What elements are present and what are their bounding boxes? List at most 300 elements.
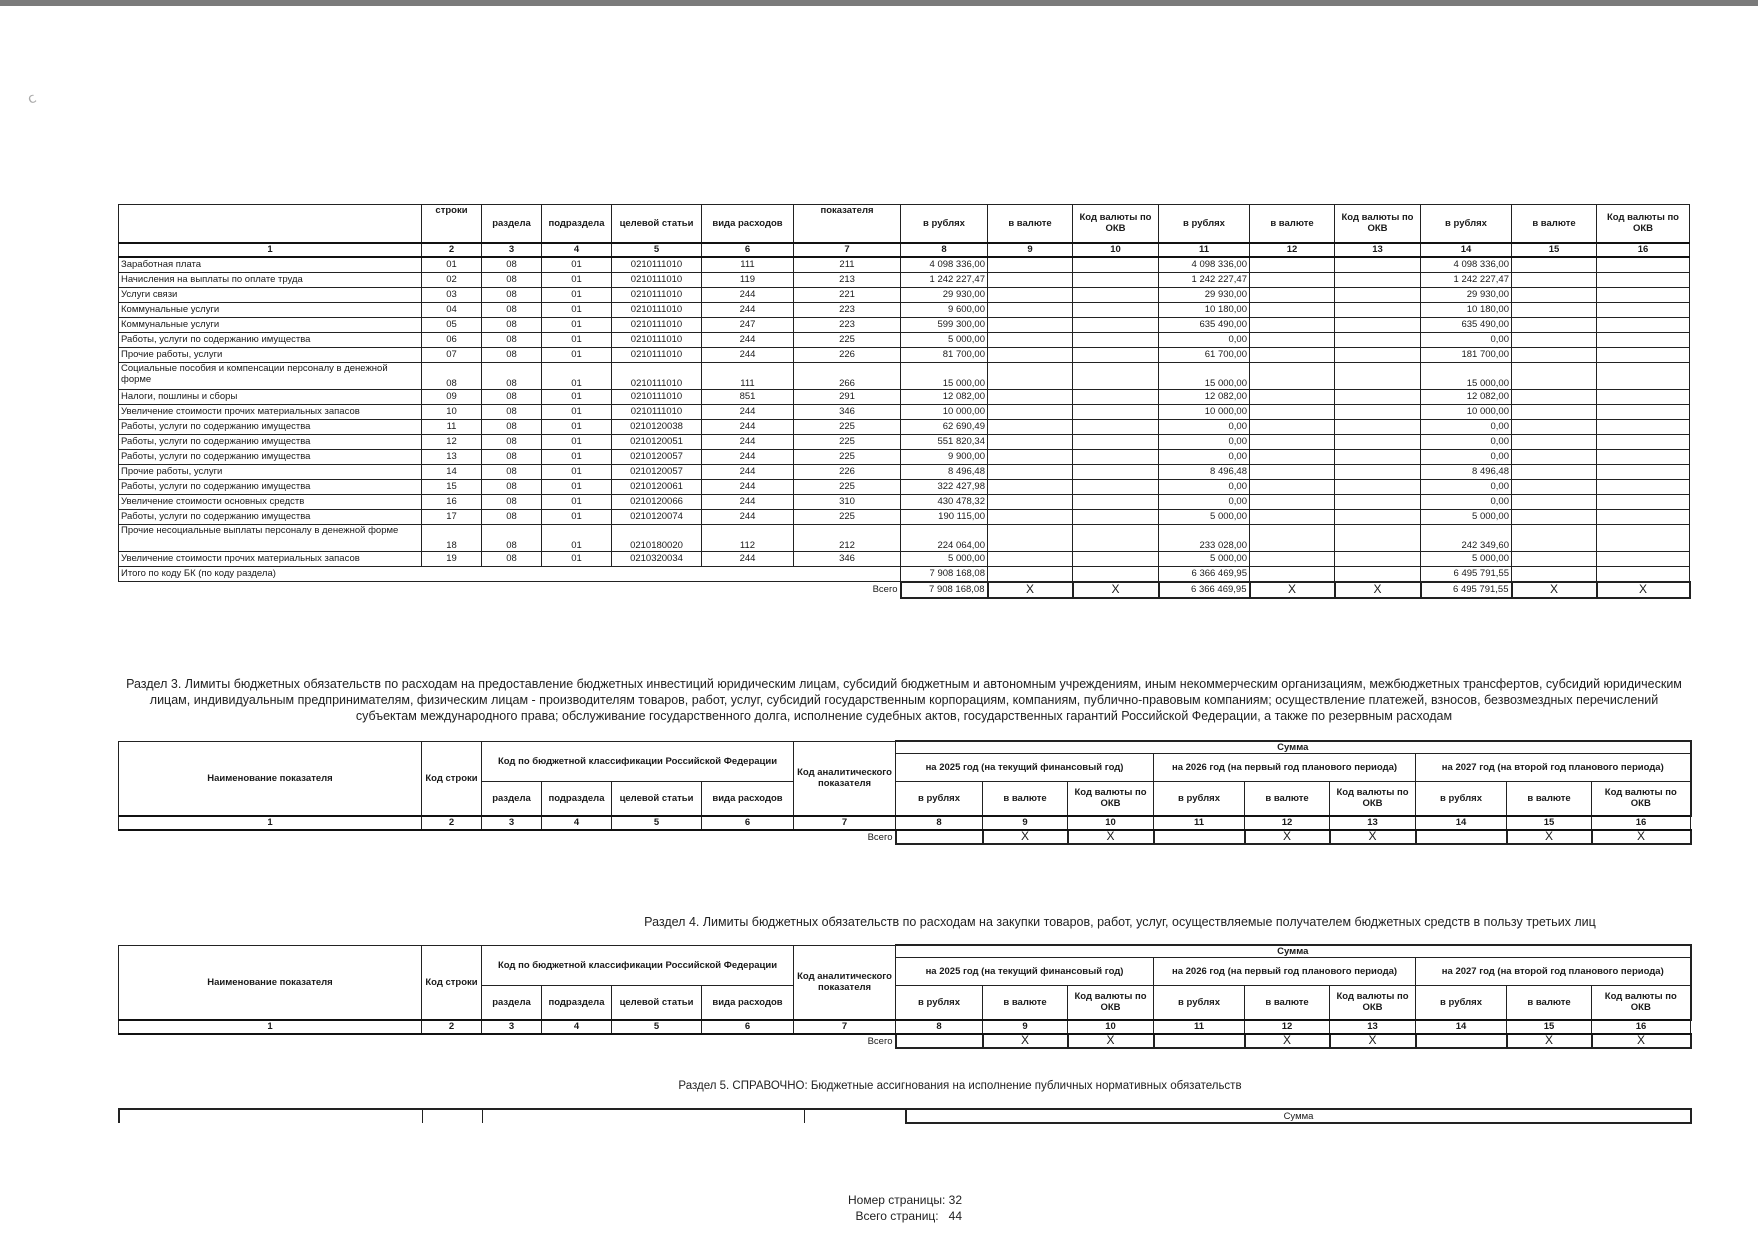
row-code: 16 — [422, 494, 482, 509]
empty-cell — [1073, 419, 1159, 434]
total-pages-label: Всего страниц: — [855, 1209, 939, 1223]
col-num: 12 — [1250, 243, 1335, 257]
row-razdel: 08 — [482, 389, 542, 404]
row-sum-2027: 0,00 — [1421, 332, 1512, 347]
empty-cell — [1250, 524, 1335, 551]
row-podrazdel: 01 — [542, 347, 612, 362]
empty-cell — [1073, 287, 1159, 302]
row-name: Прочие несоциальные выплаты персоналу в денежной форме — [119, 524, 422, 551]
empty-cell — [1073, 524, 1159, 551]
code-header: Код строки — [422, 945, 482, 1020]
empty-cell — [1250, 332, 1335, 347]
col-num: 1 — [119, 1020, 422, 1034]
total-x: X — [1592, 1034, 1691, 1048]
row-code: 13 — [422, 449, 482, 464]
empty-cell — [1335, 494, 1421, 509]
row-razdel: 08 — [482, 479, 542, 494]
total-x: X — [988, 582, 1073, 598]
col-num: 15 — [1507, 816, 1592, 830]
col-num: 3 — [482, 1020, 542, 1034]
bk-header: Код по бюджетной классификации Российской Федерации — [482, 741, 794, 782]
empty-cell — [1335, 287, 1421, 302]
row-code: 19 — [422, 551, 482, 566]
row-podrazdel: 01 — [542, 434, 612, 449]
empty-cell — [1597, 419, 1690, 434]
row-podrazdel: 01 — [542, 287, 612, 302]
empty-cell — [482, 1109, 804, 1123]
empty-cell — [1250, 317, 1335, 332]
empty-cell — [1250, 449, 1335, 464]
row-sum-2027: 5 000,00 — [1421, 551, 1512, 566]
empty-cell — [988, 257, 1073, 273]
row-sum-2026: 5 000,00 — [1159, 551, 1250, 566]
col-num: 14 — [1416, 816, 1507, 830]
row-podrazdel: 01 — [542, 551, 612, 566]
col-num: 10 — [1068, 816, 1154, 830]
empty-cell — [988, 524, 1073, 551]
row-podrazdel: 01 — [542, 464, 612, 479]
empty-cell — [1512, 362, 1597, 389]
row-target: 0210120038 — [612, 419, 702, 434]
table-row — [119, 509, 1690, 524]
section4-table-container — [118, 944, 1690, 1049]
row-podrazdel: 01 — [542, 317, 612, 332]
empty-cell — [1250, 272, 1335, 287]
table-row — [119, 524, 1690, 551]
empty-cell — [1597, 404, 1690, 419]
row-sum-2025: 12 082,00 — [901, 389, 988, 404]
row-sum-2026: 0,00 — [1159, 449, 1250, 464]
empty-cell — [1597, 566, 1690, 582]
total-pages: 44 — [948, 1209, 962, 1223]
total-x: X — [1592, 830, 1691, 844]
empty-cell — [1597, 551, 1690, 566]
total-2026 — [1154, 1034, 1245, 1048]
empty-cell — [988, 332, 1073, 347]
empty-cell — [988, 272, 1073, 287]
col-num: 5 — [612, 1020, 702, 1034]
row-expense: 247 — [702, 317, 794, 332]
podrazdel-header: подраздела — [542, 986, 612, 1020]
empty-cell — [988, 464, 1073, 479]
row-name: Увеличение стоимости прочих материальных запасов — [119, 551, 422, 566]
empty-cell — [1512, 479, 1597, 494]
empty-cell — [988, 317, 1073, 332]
section4-table — [118, 944, 1692, 1049]
empty-cell — [1512, 509, 1597, 524]
name-header: Наименование показателя — [119, 741, 422, 816]
razdel-header: раздела — [482, 986, 542, 1020]
empty-cell — [1597, 464, 1690, 479]
empty-cell — [988, 287, 1073, 302]
empty-cell — [1250, 434, 1335, 449]
rub-header: в рублях — [1416, 782, 1507, 816]
sum-header: Сумма — [896, 945, 1691, 958]
empty-cell — [1335, 332, 1421, 347]
empty-cell — [1512, 272, 1597, 287]
row-target: 0210111010 — [612, 362, 702, 389]
year-2027-header: на 2027 год (на второй год планового периода) — [1416, 754, 1691, 782]
header-target: целевой статьи — [612, 205, 702, 243]
col-num: 6 — [702, 243, 794, 257]
row-code: 03 — [422, 287, 482, 302]
code-header: Код строки — [422, 741, 482, 816]
total-x: X — [983, 1034, 1068, 1048]
bk-header: Код по бюджетной классификации Российской Федерации — [482, 945, 794, 986]
row-podrazdel: 01 — [542, 524, 612, 551]
row-sum-2027: 0,00 — [1421, 479, 1512, 494]
row-name: Коммунальные услуги — [119, 317, 422, 332]
empty-cell — [1512, 287, 1597, 302]
total-2025 — [896, 1034, 983, 1048]
page-number-block — [822, 1192, 962, 1224]
row-expense: 244 — [702, 509, 794, 524]
row-expense: 111 — [702, 257, 794, 273]
row-expense: 244 — [702, 551, 794, 566]
row-razdel: 08 — [482, 287, 542, 302]
empty-cell — [1335, 419, 1421, 434]
col-num: 7 — [794, 816, 896, 830]
row-podrazdel: 01 — [542, 509, 612, 524]
rub-header: в рублях — [1416, 986, 1507, 1020]
empty-cell — [1250, 302, 1335, 317]
empty-cell — [1512, 524, 1597, 551]
row-expense: 119 — [702, 272, 794, 287]
empty-cell — [988, 434, 1073, 449]
row-target: 0210111010 — [612, 302, 702, 317]
row-indicator: 310 — [794, 494, 901, 509]
section3-table-container — [118, 740, 1690, 845]
row-name: Работы, услуги по содержанию имущества — [119, 332, 422, 347]
empty-cell — [1512, 317, 1597, 332]
row-sum-2027: 0,00 — [1421, 434, 1512, 449]
row-code: 10 — [422, 404, 482, 419]
table-row — [119, 317, 1690, 332]
row-indicator: 346 — [794, 551, 901, 566]
row-razdel: 08 — [482, 509, 542, 524]
empty-cell — [1335, 362, 1421, 389]
empty-cell — [1335, 272, 1421, 287]
row-expense: 244 — [702, 404, 794, 419]
empty-cell — [1512, 302, 1597, 317]
empty-cell — [804, 1109, 906, 1123]
col-num: 6 — [702, 1020, 794, 1034]
col-num: 10 — [1068, 1020, 1154, 1034]
table-row — [119, 347, 1690, 362]
header-expense: вида расходов — [702, 205, 794, 243]
section3-table — [118, 740, 1692, 845]
sum-header: Сумма — [896, 741, 1691, 754]
row-expense: 244 — [702, 479, 794, 494]
empty-cell — [1250, 494, 1335, 509]
col-num: 6 — [702, 816, 794, 830]
row-sum-2026: 0,00 — [1159, 434, 1250, 449]
row-razdel: 08 — [482, 464, 542, 479]
row-sum-2026: 61 700,00 — [1159, 347, 1250, 362]
row-target: 0210111010 — [612, 287, 702, 302]
total-2025 — [896, 830, 983, 844]
row-indicator: 225 — [794, 332, 901, 347]
total-x: X — [1512, 582, 1597, 598]
empty-cell — [1512, 404, 1597, 419]
table-row — [119, 449, 1690, 464]
row-target: 0210120061 — [612, 479, 702, 494]
row-indicator: 266 — [794, 362, 901, 389]
col-num: 16 — [1597, 243, 1690, 257]
col-num: 7 — [794, 243, 901, 257]
row-sum-2026: 8 496,48 — [1159, 464, 1250, 479]
row-expense: 244 — [702, 347, 794, 362]
col-num: 8 — [896, 1020, 983, 1034]
analytic-header: Код аналитического показателя — [794, 945, 896, 1020]
empty-cell — [1073, 479, 1159, 494]
empty-cell — [988, 362, 1073, 389]
empty-cell — [1250, 257, 1335, 273]
cur-header: в валюте — [983, 986, 1068, 1020]
table-row — [119, 404, 1690, 419]
row-expense: 112 — [702, 524, 794, 551]
row-expense: 244 — [702, 419, 794, 434]
total-2027: 6 495 791,55 — [1421, 582, 1512, 598]
row-podrazdel: 01 — [542, 332, 612, 347]
row-podrazdel: 01 — [542, 362, 612, 389]
column-number-row — [119, 243, 1690, 257]
empty-cell — [1250, 389, 1335, 404]
total-x: X — [1335, 582, 1421, 598]
total-2025: 7 908 168,08 — [901, 582, 988, 598]
row-code: 15 — [422, 479, 482, 494]
empty-cell — [1335, 551, 1421, 566]
col-num: 5 — [612, 816, 702, 830]
col-num: 2 — [422, 243, 482, 257]
row-target: 0210320034 — [612, 551, 702, 566]
col-num: 8 — [901, 243, 988, 257]
row-sum-2026: 5 000,00 — [1159, 509, 1250, 524]
empty-cell — [988, 347, 1073, 362]
row-name: Заработная плата — [119, 257, 422, 273]
row-name: Услуги связи — [119, 287, 422, 302]
table-row — [119, 464, 1690, 479]
row-sum-2026: 0,00 — [1159, 479, 1250, 494]
empty-cell — [1335, 464, 1421, 479]
row-sum-2027: 181 700,00 — [1421, 347, 1512, 362]
year-2027-header: на 2027 год (на второй год планового периода) — [1416, 958, 1691, 986]
okv-header: Код валюты по ОКВ — [1330, 986, 1416, 1020]
row-target: 0210111010 — [612, 389, 702, 404]
empty-cell — [988, 449, 1073, 464]
section5-table-container — [118, 1108, 1690, 1124]
row-sum-2026: 233 028,00 — [1159, 524, 1250, 551]
total-x: X — [1330, 830, 1416, 844]
empty-cell — [1073, 257, 1159, 273]
empty-cell — [1597, 272, 1690, 287]
empty-cell — [1335, 257, 1421, 273]
col-num: 16 — [1592, 1020, 1691, 1034]
row-expense: 244 — [702, 464, 794, 479]
empty-cell — [1073, 566, 1159, 582]
row-sum-2025: 430 478,32 — [901, 494, 988, 509]
row-indicator: 226 — [794, 464, 901, 479]
empty-cell — [988, 404, 1073, 419]
col-num: 15 — [1507, 1020, 1592, 1034]
col-num: 11 — [1154, 816, 1245, 830]
empty-cell — [1073, 347, 1159, 362]
col-num: 8 — [896, 816, 983, 830]
empty-cell — [1073, 362, 1159, 389]
row-expense: 244 — [702, 449, 794, 464]
section5-title: Раздел 5. СПРАВОЧНО: Бюджетные ассигнования на исполнение публичных нормативных обязательств — [678, 1080, 1242, 1092]
row-indicator: 225 — [794, 434, 901, 449]
row-razdel: 08 — [482, 347, 542, 362]
row-name: Социальные пособия и компенсации персоналу в денежной форме — [119, 362, 422, 389]
table-row — [119, 494, 1690, 509]
row-expense: 111 — [702, 362, 794, 389]
row-podrazdel: 01 — [542, 494, 612, 509]
table-row — [119, 479, 1690, 494]
row-razdel: 08 — [482, 434, 542, 449]
header-cur-2025: в валюте — [988, 205, 1073, 243]
col-num: 5 — [612, 243, 702, 257]
empty-cell — [988, 566, 1073, 582]
page-number-label: Номер страницы: — [848, 1193, 946, 1207]
row-indicator: 225 — [794, 419, 901, 434]
year-2025-header: на 2025 год (на текущий финансовый год) — [896, 958, 1154, 986]
row-sum-2027: 10 180,00 — [1421, 302, 1512, 317]
empty-cell — [1073, 272, 1159, 287]
empty-cell — [1073, 404, 1159, 419]
table-row — [119, 272, 1690, 287]
subtotal-row — [119, 566, 1690, 582]
row-sum-2026: 10 000,00 — [1159, 404, 1250, 419]
section2-table-container — [118, 204, 1690, 599]
row-target: 0210111010 — [612, 317, 702, 332]
col-num: 15 — [1512, 243, 1597, 257]
empty-cell — [988, 479, 1073, 494]
okv-header: Код валюты по ОКВ — [1068, 782, 1154, 816]
table-row — [119, 419, 1690, 434]
razdel-header: раздела — [482, 782, 542, 816]
empty-cell — [1335, 566, 1421, 582]
row-indicator: 212 — [794, 524, 901, 551]
year-2026-header: на 2026 год (на первый год планового периода) — [1154, 958, 1416, 986]
empty-cell — [1512, 449, 1597, 464]
header-okv-2026: Код валюты по ОКВ — [1335, 205, 1421, 243]
row-indicator: 225 — [794, 479, 901, 494]
total-x: X — [1073, 582, 1159, 598]
empty-cell — [1512, 347, 1597, 362]
row-indicator: 221 — [794, 287, 901, 302]
col-num: 11 — [1159, 243, 1250, 257]
row-razdel: 08 — [482, 551, 542, 566]
empty-cell — [1512, 551, 1597, 566]
row-sum-2027: 1 242 227,47 — [1421, 272, 1512, 287]
col-num: 3 — [482, 243, 542, 257]
table-row — [119, 551, 1690, 566]
year-2026-header: на 2026 год (на первый год планового периода) — [1154, 754, 1416, 782]
empty-cell — [1597, 332, 1690, 347]
subtotal-2025: 7 908 168,08 — [901, 566, 988, 582]
row-sum-2026: 1 242 227,47 — [1159, 272, 1250, 287]
row-sum-2027: 4 098 336,00 — [1421, 257, 1512, 273]
row-sum-2025: 224 064,00 — [901, 524, 988, 551]
empty-cell — [988, 494, 1073, 509]
empty-cell — [1073, 449, 1159, 464]
row-name: Работы, услуги по содержанию имущества — [119, 479, 422, 494]
row-code: 17 — [422, 509, 482, 524]
cur-header: в валюте — [1507, 782, 1592, 816]
empty-cell — [1597, 434, 1690, 449]
empty-cell — [1250, 566, 1335, 582]
col-num: 9 — [988, 243, 1073, 257]
row-razdel: 08 — [482, 362, 542, 389]
row-name: Работы, услуги по содержанию имущества — [119, 419, 422, 434]
row-sum-2027: 8 496,48 — [1421, 464, 1512, 479]
empty-cell — [1250, 509, 1335, 524]
row-target: 0210111010 — [612, 332, 702, 347]
empty-cell — [119, 1109, 422, 1123]
row-sum-2025: 4 098 336,00 — [901, 257, 988, 273]
col-num: 14 — [1416, 1020, 1507, 1034]
table-row — [119, 434, 1690, 449]
row-sum-2025: 190 115,00 — [901, 509, 988, 524]
col-num: 4 — [542, 243, 612, 257]
row-sum-2026: 0,00 — [1159, 494, 1250, 509]
row-code: 18 — [422, 524, 482, 551]
empty-cell — [1250, 287, 1335, 302]
total-x: X — [1245, 830, 1330, 844]
col-num: 14 — [1421, 243, 1512, 257]
podrazdel-header: подраздела — [542, 782, 612, 816]
empty-cell — [1335, 509, 1421, 524]
header-rub-2027: в рублях — [1421, 205, 1512, 243]
empty-cell — [1597, 509, 1690, 524]
header-indicator: показателя — [794, 205, 901, 243]
row-sum-2025: 322 427,98 — [901, 479, 988, 494]
row-code: 06 — [422, 332, 482, 347]
row-sum-2027: 10 000,00 — [1421, 404, 1512, 419]
total-x: X — [1507, 1034, 1592, 1048]
row-sum-2025: 9 900,00 — [901, 449, 988, 464]
total-label: Всего — [119, 582, 901, 598]
empty-cell — [1073, 551, 1159, 566]
header-okv-2025: Код валюты по ОКВ — [1073, 205, 1159, 243]
row-target: 0210120057 — [612, 464, 702, 479]
empty-cell — [1335, 347, 1421, 362]
empty-cell — [1512, 434, 1597, 449]
row-indicator: 226 — [794, 347, 901, 362]
empty-cell — [1335, 317, 1421, 332]
row-expense: 244 — [702, 302, 794, 317]
row-sum-2027: 0,00 — [1421, 419, 1512, 434]
row-podrazdel: 01 — [542, 449, 612, 464]
empty-cell — [1512, 494, 1597, 509]
empty-cell — [988, 419, 1073, 434]
col-num: 2 — [422, 816, 482, 830]
row-name: Работы, услуги по содержанию имущества — [119, 509, 422, 524]
section2-header-row — [119, 205, 1690, 243]
table-row — [119, 362, 1690, 389]
cur-header: в валюте — [1245, 986, 1330, 1020]
empty-cell — [1335, 389, 1421, 404]
row-indicator: 223 — [794, 317, 901, 332]
section3-title: Раздел 3. Лимиты бюджетных обязательств по расходам на предоставление бюджетных инвестиций юридическим лицам, субсидий бюджетным и автономным учреждениям, иным некоммерческим организациям, межбюджетных трансфертов, субсидий юридическим лицам, индивидуальным предпринимателям, физическим лицам - производителям товаров, работ, услуг, субсидий государственным корпорациям, компаниям, публично-правовым компаниям; осуществление платежей, взносов, безвозмездных перечислений субъектам международного права; обслуживание государственного долга, исполнение судебных актов, государственных гарантий Российской Федерации, а также по резервным расходам — [126, 677, 1682, 723]
col-num: 13 — [1330, 816, 1416, 830]
rub-header: в рублях — [896, 782, 983, 816]
col-num: 4 — [542, 816, 612, 830]
row-sum-2026: 12 082,00 — [1159, 389, 1250, 404]
table-row — [119, 257, 1690, 273]
row-expense: 244 — [702, 332, 794, 347]
